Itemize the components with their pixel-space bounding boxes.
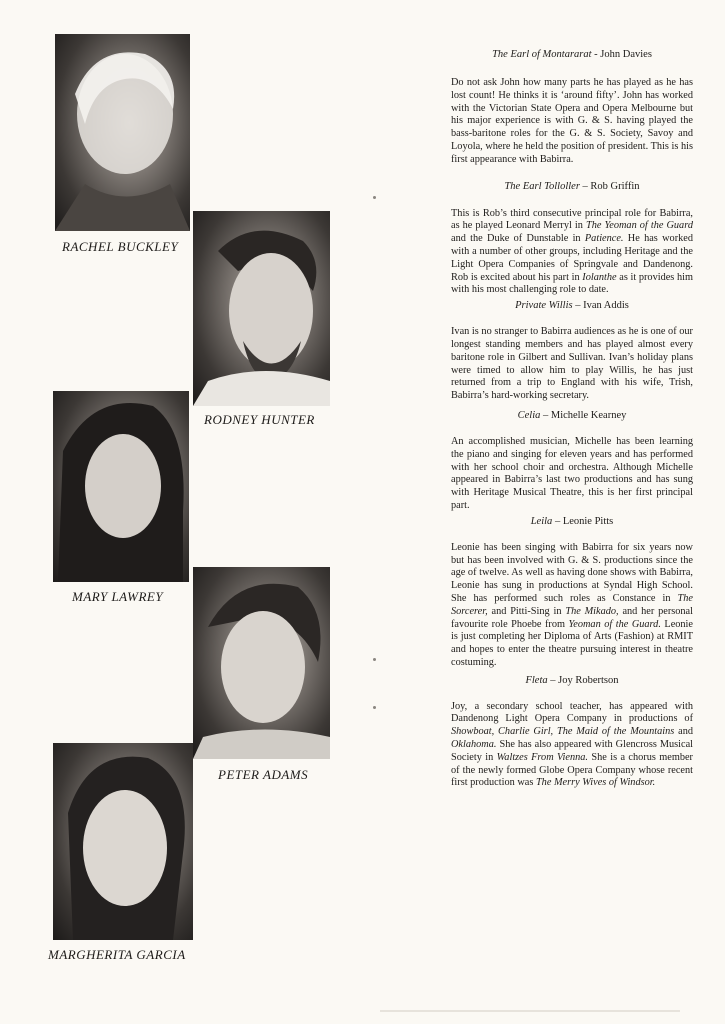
caption-rodney-hunter: RODNEY HUNTER	[204, 412, 315, 427]
actor-name: Michelle Kearney	[550, 409, 627, 421]
print-speck	[373, 658, 376, 661]
bio-text: Joy, a secondary school teacher, has appeared with Dandenong Light Opera Company in productions of	[451, 700, 693, 725]
portrait-image	[193, 211, 330, 406]
photo-rodney-hunter	[193, 211, 330, 406]
bio-text: This is Rob’s third consecutive principal role for Babirra, as he played Leonard Merryl in	[451, 207, 693, 232]
role-name: Fleta	[525, 674, 548, 686]
show-title: Yeoman of the Guard.	[568, 618, 661, 630]
caption-margherita-garcia: MARGHERITA GARCIA	[48, 947, 186, 962]
separator: –	[540, 409, 551, 421]
show-title: Showboat, Charlie Girl, The Maid of the Mountains	[451, 726, 675, 738]
show-title: Waltzes From Vienna.	[496, 751, 588, 763]
show-title: The Merry Wives of Windsor.	[535, 777, 656, 789]
actor-name: Rob Griffin	[590, 180, 640, 192]
bio-text: He has worked with a number of other groups, including Heritage and the Light Opera Companies of Springvale and Dandenong. Rob is excited about his part in	[451, 233, 693, 283]
role-name: The Earl of Montararat	[492, 49, 592, 60]
photo-mary-lawrey	[53, 391, 189, 582]
bio-leonie-pitts	[451, 542, 693, 670]
bio-text: Leonie has been singing with Babirra for six years now but has been involved with G. & S. productions since the age of twelve. As well as having done shows with Babirra, Leonie has sung in productions at Syndal High School. She has performed such roles as Constance in	[451, 541, 693, 604]
bio-text: She has also appeared with Glencross Musical Society in	[451, 739, 693, 763]
bio-text: and Pitti-Sing in	[487, 605, 566, 617]
separator: –	[547, 674, 559, 686]
show-title: The Yeoman of the Guard	[585, 220, 693, 232]
bio-text: and the Duke of Dunstable in	[451, 233, 585, 245]
actor-name: Joy Robertson	[558, 674, 619, 686]
bio-heading-joy-robertson	[451, 674, 693, 687]
separator: -	[591, 49, 601, 60]
actor-name: John Davies	[600, 49, 652, 60]
separator: –	[579, 180, 591, 192]
photo-peter-adams	[193, 567, 330, 759]
bio-text: as it provides him with his most challenging role to date.	[451, 271, 693, 296]
portrait-image	[55, 34, 190, 231]
portrait-image	[193, 567, 330, 759]
caption-mary-lawrey: MARY LAWREY	[72, 589, 164, 604]
separator: –	[552, 515, 563, 527]
page-edge-line	[380, 1010, 680, 1012]
role-name: Celia	[517, 409, 541, 421]
show-title: The Mikado,	[565, 605, 619, 617]
print-speck	[373, 196, 376, 199]
bio-john-davies: Do not ask John how many parts he has played as he has lost count! He thinks it is ‘around fifty’. John has worked with the Victorian State Opera and Opera Melbourne but his major experience is with G. & S. having played the bass-baritone roles for the G. & S. Society, Savoy and Loyola, where he held the position of president. This is his first appearance with Babirra.	[451, 77, 693, 165]
bio-heading-leonie-pitts	[451, 515, 693, 528]
portrait-image	[53, 743, 193, 940]
bio-heading-john-davies	[451, 48, 693, 61]
portrait-image	[53, 391, 189, 582]
role-name: The Earl Tolloller	[504, 180, 580, 192]
photo-margherita-garcia	[53, 743, 193, 940]
caption-peter-adams: PETER ADAMS	[218, 767, 309, 782]
separator: –	[572, 300, 584, 312]
bio-ivan-addis: Ivan is no stranger to Babirra audiences as he is one of our longest standing members and has played almost every baritone role in Gilbert and Sullivan. Ivan’s holiday plans were timed to allow him to play Willis, he has just returned from a trip to England with his wife, Trish, Babirra’s hard-working secretary.	[451, 326, 693, 402]
photo-rachel-buckley	[55, 34, 190, 231]
show-title: Iolanthe	[582, 271, 617, 283]
show-title: Patience.	[584, 233, 624, 245]
bio-michelle-kearney: An accomplished musician, Michelle has been learning the piano and singing for eleven years and has performed with her school choir and orchestra. Although Michelle appeared in Babirra’s last two productions and has sung with Heritage Musical Theatre, this is her first principal part.	[451, 435, 693, 511]
bio-text: She is a chorus member of the newly formed Globe Opera Company whose recent first production was	[451, 751, 693, 789]
actor-name: Ivan Addis	[583, 300, 629, 312]
caption-rachel-buckley: RACHEL BUCKLEY	[62, 239, 179, 254]
bio-text: and	[674, 726, 693, 738]
bio-joy-robertson	[451, 701, 693, 791]
bio-rob-griffin	[451, 208, 693, 298]
role-name: Leila	[530, 515, 553, 527]
bios-column	[451, 48, 693, 790]
bio-text: Leonie is just completing her Diploma of Arts (Fashion) at RMIT and hopes to enter the theatre pursuing interest in theatre costuming.	[451, 618, 693, 668]
role-name: Private Willis	[515, 300, 573, 312]
bio-heading-ivan-addis	[451, 299, 693, 312]
bio-heading-rob-griffin	[451, 180, 693, 193]
actor-name: Leonie Pitts	[562, 515, 614, 527]
show-title: Oklahoma.	[451, 739, 497, 751]
bio-text: and her personal favourite role Phoebe from	[451, 605, 693, 630]
print-speck	[373, 706, 376, 709]
show-title: The Sorcerer,	[451, 592, 693, 617]
bio-heading-michelle-kearney	[451, 409, 693, 422]
